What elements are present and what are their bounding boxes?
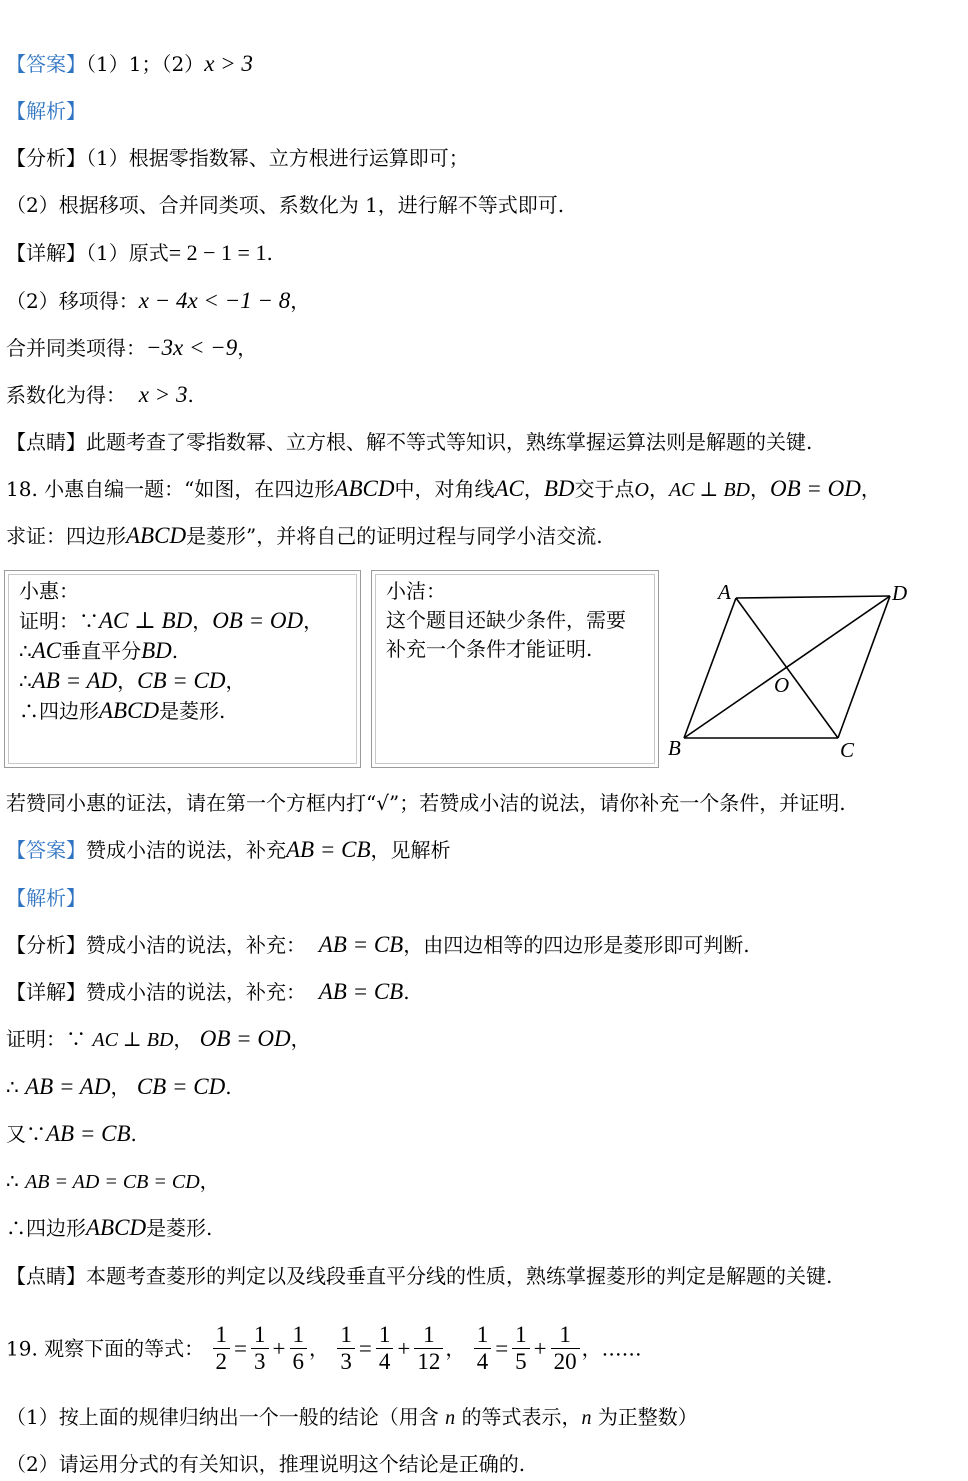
step3-text: 合并同类项得：: [6, 336, 146, 360]
proof-text: .: [130, 1122, 137, 1146]
q18-answer-line: [6, 836, 451, 864]
xiaojie-comment-box[interactable]: [371, 570, 659, 768]
denominator: 12: [417, 1349, 441, 1374]
stem-text: 18. 小惠自编一题：“如图，在四边形: [6, 477, 335, 501]
equals-sign: =: [495, 1335, 509, 1361]
xiangjie-math: = 2 − 1 = 1: [168, 240, 267, 265]
q18-proof-line-3: [6, 1120, 137, 1148]
punct: .: [266, 241, 273, 265]
box-text: ，: [225, 669, 246, 693]
denominator: 20: [553, 1349, 577, 1374]
q18-dianjing-line: [6, 1262, 832, 1290]
dianjing-text: 本题考查菱形的判定以及线段垂直平分线的性质，熟练掌握菱形的判定是解题的关键.: [86, 1264, 833, 1288]
proof-math: AB = AD: [25, 1074, 111, 1099]
stem-math: OB = OD: [770, 476, 861, 501]
numerator: 1: [376, 1322, 394, 1349]
stem-math: O: [634, 479, 649, 501]
xiangjie-math: AB = CB: [318, 979, 404, 1004]
label-a: A: [718, 580, 731, 604]
side-ab: [684, 598, 736, 738]
label-d: D: [892, 581, 908, 605]
step3-math: −3x < −9: [146, 335, 238, 360]
fraction: [512, 1322, 530, 1375]
dianjing-tag: 【点睛】: [6, 1264, 86, 1288]
sub-math: n: [445, 1407, 456, 1429]
fraction: [414, 1322, 443, 1375]
numerator: 1: [213, 1322, 231, 1349]
proof-math: OB = OD: [199, 1026, 291, 1051]
answer-text: ，见解析: [370, 838, 451, 862]
q18-analysis-tag: 【解析】: [6, 886, 86, 910]
q19-stem-line: [6, 1318, 642, 1378]
plus-sign: +: [397, 1335, 411, 1361]
sub-math: n: [581, 1407, 592, 1429]
plus-sign: +: [272, 1335, 286, 1361]
box-text: 是菱形.: [159, 699, 226, 723]
q18-proof-line-1: [6, 1025, 311, 1054]
dianjing-text: 此题考查了零指数幂、立方根、解不等式等知识，熟练掌握运算法则是解题的关键.: [86, 430, 813, 454]
q18-fenxi-line: [6, 931, 750, 959]
proof-text: 是菱形.: [146, 1216, 213, 1240]
xiangjie-tag: 【详解】: [6, 980, 86, 1004]
xiaohui-proof-box[interactable]: [4, 570, 361, 768]
box1-line-4: [19, 666, 346, 696]
numerator: 1: [251, 1322, 269, 1349]
q19-sub2: （2）请运用分式的有关知识，推理说明这个结论是正确的.: [6, 1452, 526, 1476]
q18-proof-line-5: [6, 1214, 212, 1242]
rhombus-figure: [660, 575, 960, 770]
sub-text: 的等式表示，: [461, 1405, 582, 1429]
side-cd: [838, 596, 890, 738]
stem-math: ABCD: [126, 523, 187, 548]
separator: ，: [309, 1336, 329, 1361]
proof-text: ，: [110, 1075, 131, 1099]
box-math: AB = AD: [31, 668, 118, 693]
q17-dianjing-line: [6, 428, 812, 456]
box-math: OB = OD: [212, 608, 304, 633]
step4-text: 系数化为得：: [6, 383, 126, 407]
numerator: 1: [290, 1322, 308, 1349]
punct: ，: [237, 336, 258, 360]
box2-line-2: 这个题目还缺少条件，需要: [386, 608, 626, 632]
q18-stem-line-1: [6, 475, 881, 504]
box-math: ABCD: [99, 698, 160, 723]
numerator: 1: [337, 1322, 355, 1349]
label-o: O: [774, 673, 790, 697]
stem-math: AC ⊥ BD: [668, 479, 750, 501]
step2-math: x − 4x < −1 − 8: [138, 288, 291, 313]
q18-proof-line-2: [6, 1073, 232, 1101]
answer-math: AB = CB: [286, 837, 371, 862]
denominator: 6: [292, 1349, 304, 1374]
denominator: 3: [340, 1349, 352, 1374]
fraction: [474, 1322, 492, 1375]
fenxi-text: ，由四边相等的四边形是菱形即可判断.: [403, 933, 750, 957]
plus-sign: +: [533, 1335, 547, 1361]
q18-stem-line-2: [6, 522, 603, 550]
ellipsis: ……: [601, 1336, 642, 1361]
xiangjie-text: 赞成小洁的说法，补充：: [86, 980, 306, 1004]
box2-line-3: 补充一个条件才能证明.: [386, 637, 593, 661]
box-math: AC ⊥ BD: [99, 608, 193, 633]
proof-text: .: [225, 1075, 232, 1099]
box-text: ∴: [19, 669, 32, 693]
q17-analysis-tag: 【解析】: [6, 99, 86, 123]
proof-text: ∴四边形: [6, 1216, 86, 1240]
numerator: 1: [474, 1322, 492, 1349]
xiangjie-text: .: [403, 980, 410, 1004]
equals-sign: =: [358, 1335, 372, 1361]
q18-question: 若赞同小惠的证法，请在第一个方框内打“√”；若赞成小洁的说法，请你补充一个条件，并证明.: [6, 791, 846, 815]
box1-line-1: 小惠：: [19, 579, 79, 603]
answer-tag: 【答案】: [6, 52, 86, 76]
proof-text: ，: [290, 1027, 311, 1051]
stem-text: 中，对角线: [394, 477, 495, 501]
denominator: 2: [215, 1349, 228, 1374]
box-math: CB = CD: [137, 668, 226, 693]
q17-step3-line: [6, 334, 257, 362]
box1-line-5: [19, 696, 346, 726]
proof-math: AB = CB: [46, 1121, 131, 1146]
fenxi-text: （1）根据零指数幂、立方根进行运算即可；: [86, 146, 469, 170]
proof-text: ，: [173, 1027, 194, 1051]
box-text: 证明：∵: [19, 609, 99, 633]
xiangjie-tag: 【详解】: [6, 241, 86, 265]
fenxi-text: 赞成小洁的说法，补充：: [86, 933, 306, 957]
stem-math: AC: [494, 476, 524, 501]
fenxi-tag: 【分析】: [6, 933, 86, 957]
diagonal-ac: [736, 598, 838, 738]
stem-math: ABCD: [334, 476, 395, 501]
sub-text: 为正整数）: [597, 1405, 698, 1429]
stem-math: BD: [543, 476, 575, 501]
proof-math: ABCD: [86, 1215, 147, 1240]
denominator: 3: [254, 1349, 266, 1374]
proof-text: 证明：∵: [6, 1027, 86, 1051]
fenxi-math: AB = CB: [318, 932, 404, 957]
xiangjie-text: （1）原式: [86, 241, 169, 265]
box-math: BD: [141, 638, 172, 663]
box-text: 垂直平分: [61, 639, 142, 663]
box-text: .: [171, 639, 179, 663]
stem-text: ，: [523, 477, 544, 501]
stem-text: 求证：四边形: [6, 524, 126, 548]
answer-tag: 【答案】: [6, 838, 86, 862]
denominator: 4: [378, 1349, 391, 1374]
fraction: [551, 1322, 580, 1375]
q19-sub1: [6, 1403, 698, 1432]
box-text: ，: [117, 669, 138, 693]
proof-math: CB = CD: [136, 1074, 226, 1099]
q18-proof-line-4: [6, 1167, 220, 1196]
fraction: [290, 1322, 308, 1375]
stem-text: ，: [648, 477, 669, 501]
q17-fenxi-line: [6, 144, 469, 172]
step2-text: （2）移项得：: [6, 289, 139, 313]
dianjing-tag: 【点睛】: [6, 430, 86, 454]
proof-math: AC ⊥ BD: [92, 1029, 174, 1051]
punct: ，: [290, 289, 311, 313]
stem-text: 交于点: [574, 477, 635, 501]
proof-text: ，: [199, 1169, 220, 1193]
fenxi-tag: 【分析】: [6, 146, 86, 170]
denominator: 4: [476, 1349, 489, 1374]
fraction: [213, 1322, 231, 1375]
box1-line-3: [19, 636, 346, 666]
q17-step4-line: [6, 381, 194, 409]
step4-math: x > 3: [138, 382, 188, 407]
punct: .: [187, 383, 194, 407]
side-da: [736, 596, 890, 598]
proof-math: AB = AD = CB = CD: [25, 1171, 200, 1193]
box2-line-1: 小洁：: [386, 579, 446, 603]
q17-step2-line: [6, 287, 310, 315]
q17-xiangjie-line: [6, 239, 273, 267]
q19-intro: 19. 观察下面的等式：: [6, 1336, 205, 1361]
proof-text: ∴: [6, 1169, 19, 1193]
q17-answer-line: [6, 50, 253, 78]
stem-text: 是菱形”，并将自己的证明过程与同学小洁交流.: [186, 524, 603, 548]
label-c: C: [840, 738, 855, 762]
numerator: 1: [551, 1322, 580, 1349]
q18-xiangjie-line: [6, 978, 410, 1006]
numerator: 1: [414, 1322, 443, 1349]
answer-math: x > 3: [204, 51, 253, 76]
box-text: ∴四边形: [19, 699, 99, 723]
box-text: ，: [192, 609, 213, 633]
q17-fenxi-line-2: （2）根据移项、合并同类项、系数化为 1，进行解不等式即可.: [6, 193, 565, 217]
label-b: B: [668, 736, 681, 760]
sub-text: （1）按上面的规律归纳出一个一般的结论（用含: [6, 1405, 439, 1429]
fraction: [337, 1322, 355, 1375]
answer-text: （1）1；（2）: [86, 52, 205, 76]
denominator: 5: [515, 1349, 527, 1374]
stem-text: ，: [860, 477, 881, 501]
fraction: [376, 1322, 394, 1375]
proof-text: 又∵: [6, 1122, 46, 1146]
answer-text: 赞成小洁的说法，补充: [86, 838, 286, 862]
numerator: 1: [512, 1322, 530, 1349]
proof-text: ∴: [6, 1075, 19, 1099]
separator: ，: [445, 1336, 466, 1361]
separator: ，: [581, 1336, 602, 1361]
box-text: ，: [303, 609, 324, 633]
equals-sign: =: [234, 1335, 248, 1361]
box-text: ∴: [19, 639, 32, 663]
box1-line-2: [19, 606, 346, 636]
stem-text: ，: [750, 477, 770, 501]
diagonal-bd: [684, 596, 890, 738]
fraction: [251, 1322, 269, 1375]
box-math: AC: [31, 638, 62, 663]
